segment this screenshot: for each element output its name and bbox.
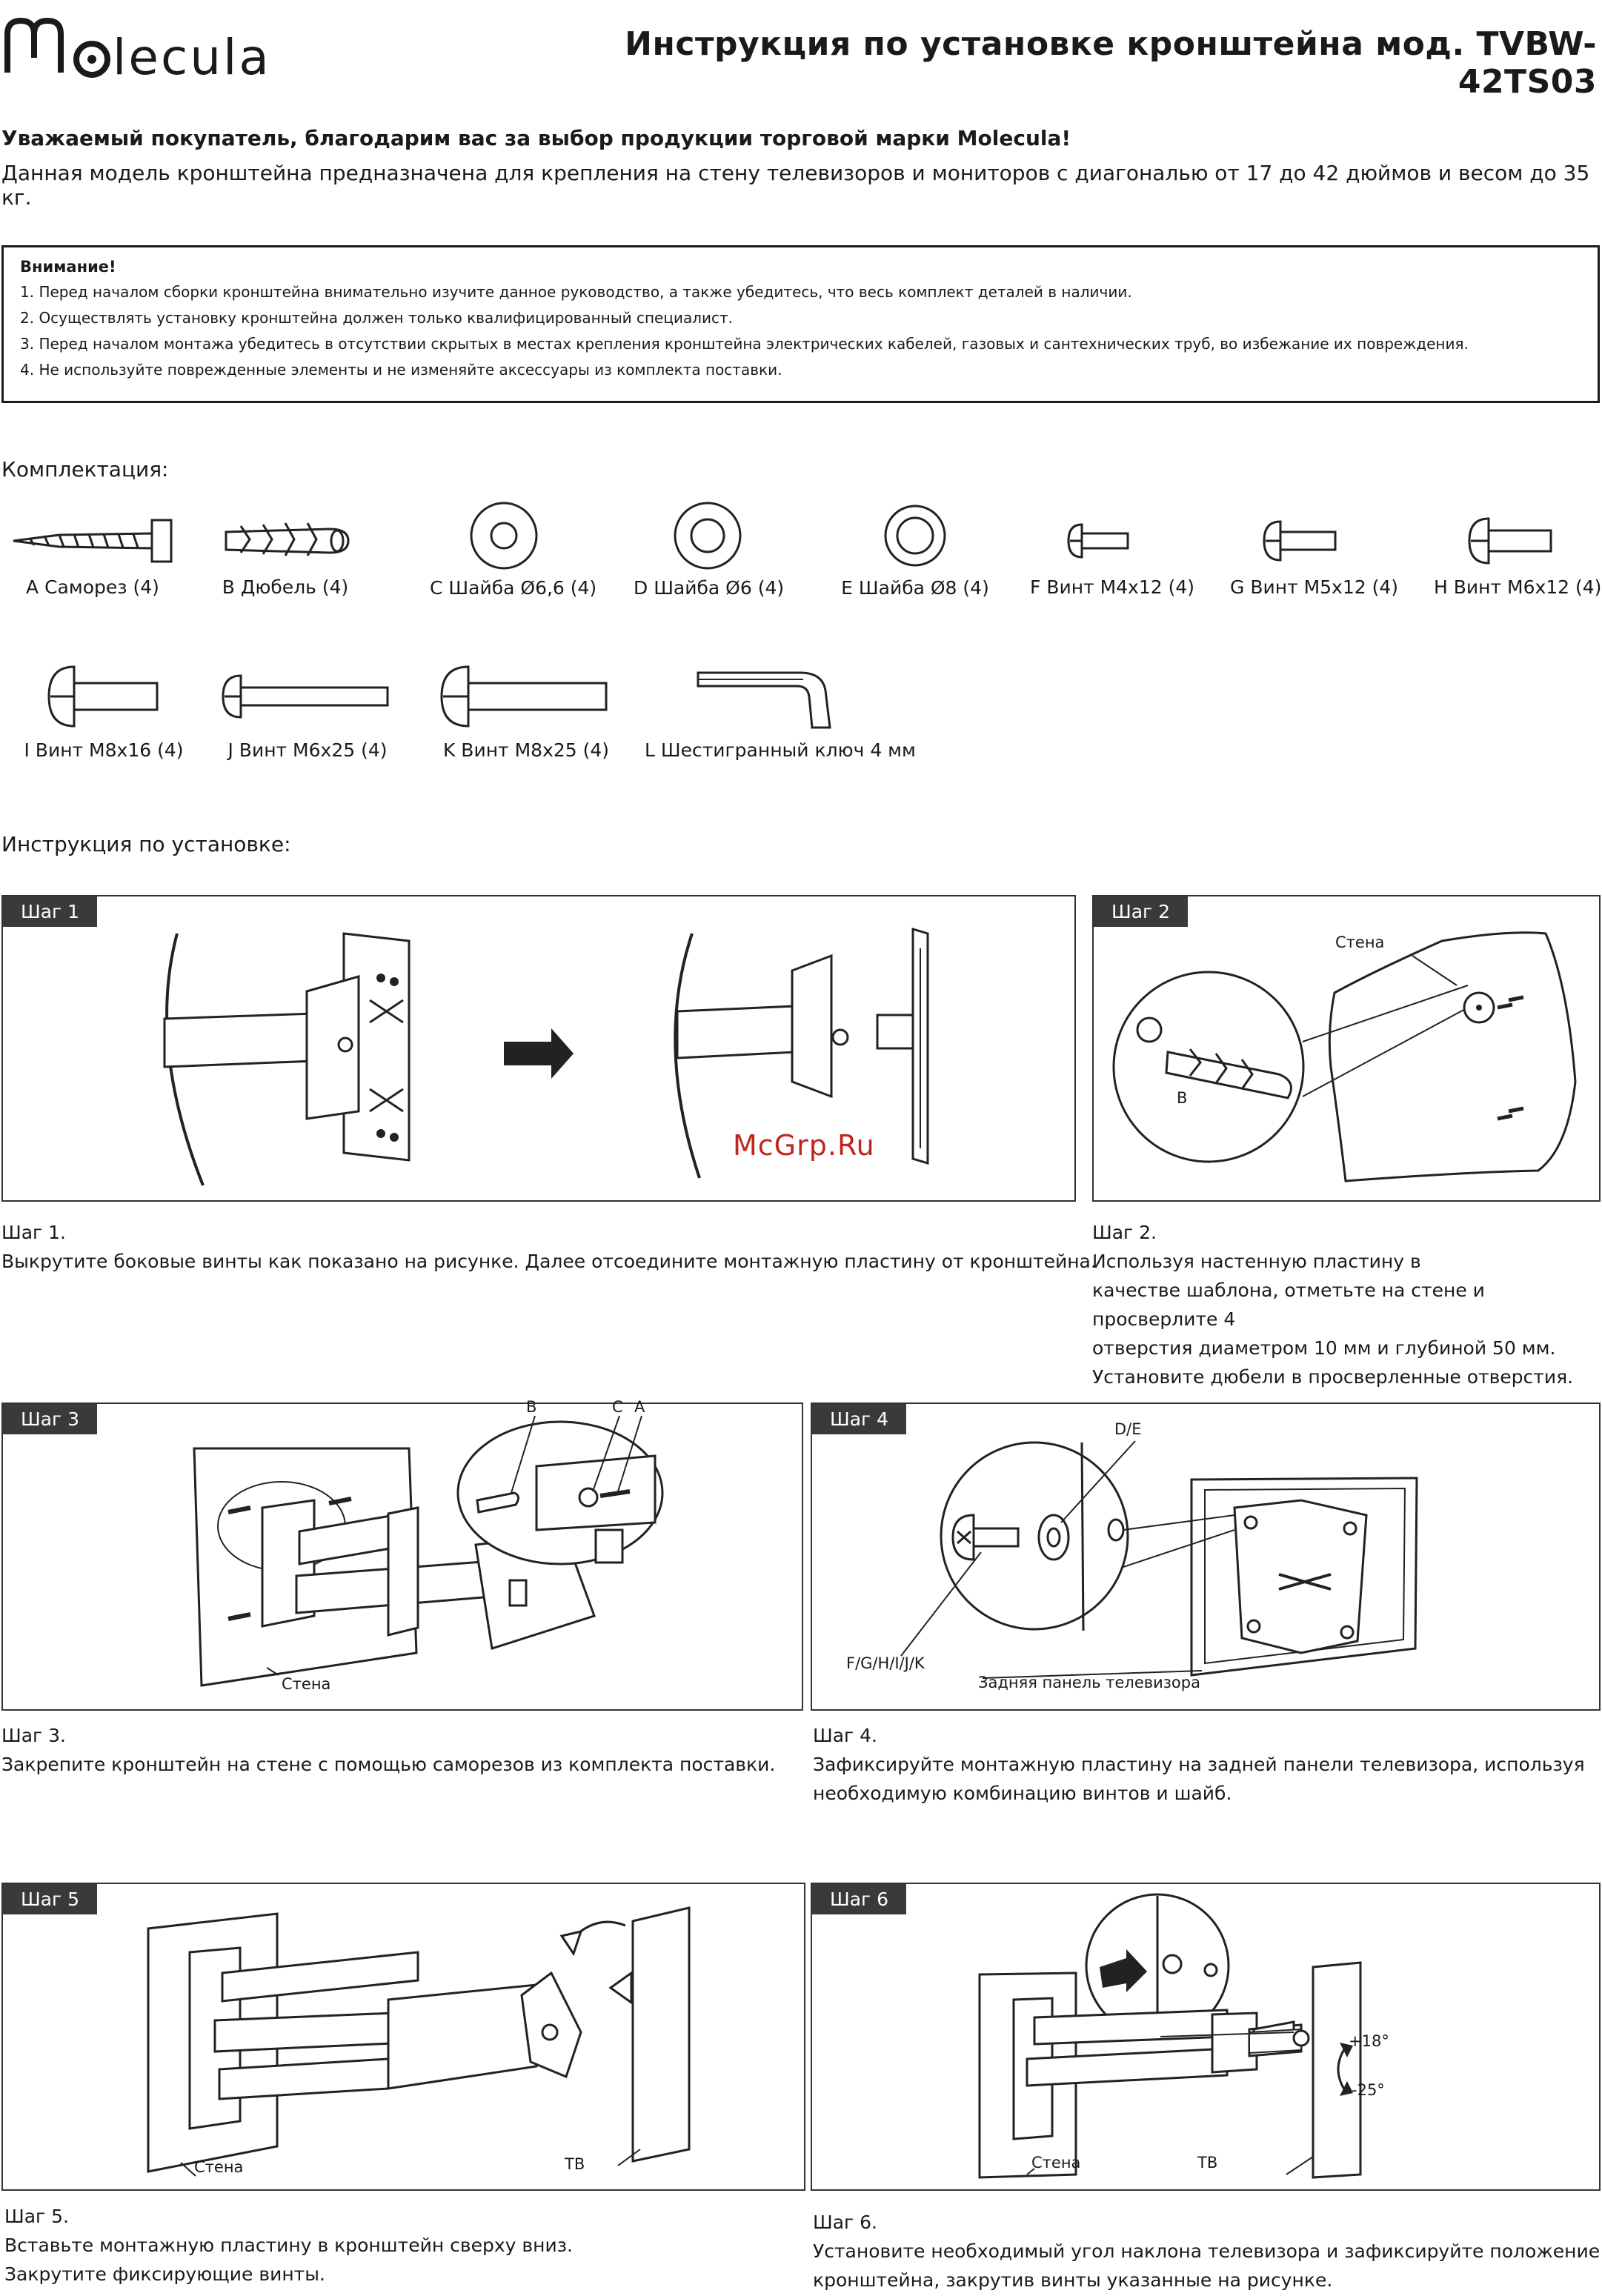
step-5-tag: Шаг 5 bbox=[3, 1884, 97, 1914]
dowel-icon bbox=[211, 511, 359, 570]
step-3-text bbox=[1, 1721, 775, 1779]
callout-tv-back: Задняя панель телевизора bbox=[978, 1674, 1200, 1691]
step-3-frame bbox=[1, 1398, 803, 1711]
step-2-head: Шаг 2. bbox=[1092, 1222, 1157, 1243]
part-d bbox=[634, 500, 785, 599]
callout-wall: Стена bbox=[1335, 934, 1385, 951]
step-2-line: отверстия диаметром 10 мм и глубиной 50 мм. bbox=[1092, 1337, 1556, 1359]
part-label: E Шайба Ø8 (4) bbox=[841, 577, 989, 599]
callout-tv: ТВ bbox=[565, 2155, 585, 2173]
callout-tv: ТВ bbox=[1197, 2154, 1218, 2172]
document-title: Инструкция по установке кронштейна мод. TVBW-42TS03 bbox=[625, 25, 1597, 101]
step-6-illustration bbox=[812, 1884, 1599, 2189]
intro-text: Данная модель кронштейна предназначена для крепления на стену телевизоров и мониторов с диагональю от 17 до 42 дюймов и весом до 35 кг. bbox=[1, 161, 1590, 210]
part-label: J Винт М6x25 (4) bbox=[227, 739, 388, 761]
part-label: D Шайба Ø6 (4) bbox=[634, 577, 785, 599]
part-j bbox=[211, 659, 404, 761]
part-label: F Винт М4x12 (4) bbox=[1030, 576, 1195, 598]
part-h bbox=[1434, 511, 1602, 598]
step-1-frame bbox=[1, 895, 1076, 1202]
warning-item: 3. Перед началом монтажа убедитесь в отсутствии скрытых в местах крепления кронштейна электрических кабелей, газовых и сантехнических труб, во избежание их повреждения. bbox=[20, 335, 1469, 353]
step-5-frame bbox=[1, 1883, 805, 2191]
step-6-tag: Шаг 6 bbox=[812, 1884, 906, 1914]
step-2-tag: Шаг 2 bbox=[1094, 896, 1188, 927]
step-1-illustration bbox=[3, 896, 1074, 1200]
part-label: C Шайба Ø6,6 (4) bbox=[430, 577, 597, 599]
warning-box bbox=[1, 245, 1600, 403]
part-label: K Винт М8x25 (4) bbox=[442, 739, 610, 761]
bolt-icon bbox=[15, 659, 193, 733]
part-label: B Дюбель (4) bbox=[222, 576, 349, 598]
step-5-head: Шаг 5. bbox=[4, 2206, 69, 2227]
greeting-text: Уважаемый покупатель, благодарим вас за выбор продукции торговой марки Molecula! bbox=[1, 126, 1071, 150]
molecula-logo-icon bbox=[1, 13, 372, 80]
part-label: G Винт М5x12 (4) bbox=[1230, 576, 1399, 598]
warning-title: Внимание! bbox=[20, 258, 116, 276]
callout-tilt-down: -25° bbox=[1352, 2081, 1385, 2099]
step-5-illustration bbox=[3, 1884, 804, 2189]
hex-key-icon bbox=[645, 659, 897, 733]
step-4-line: Зафиксируйте монтажную пластину на задней панели телевизора, используя bbox=[813, 1754, 1585, 1775]
part-g bbox=[1230, 511, 1399, 598]
warning-item: 4. Не используйте поврежденные элементы и не изменяйте аксессуары из комплекта поставки. bbox=[20, 361, 782, 379]
step-3-desc: Закрепите кронштейн на стене с помощью саморезов из комплекта поставки. bbox=[1, 1754, 776, 1775]
bolt-icon bbox=[430, 659, 622, 733]
part-i bbox=[15, 659, 193, 761]
step-4-frame bbox=[811, 1402, 1601, 1711]
step-3-illustration bbox=[3, 1404, 802, 1709]
callout-screws: F/G/H/I/J/K bbox=[846, 1654, 925, 1672]
step-5-line: Закрутите фиксирующие винты. bbox=[4, 2263, 325, 2285]
watermark: McGrp.Ru bbox=[733, 1129, 875, 1162]
part-label: A Саморез (4) bbox=[26, 576, 159, 598]
bolt-icon bbox=[1030, 511, 1186, 570]
callout-b: B bbox=[1177, 1089, 1188, 1107]
step-2-frame bbox=[1092, 895, 1601, 1202]
callout-tilt-up: +18° bbox=[1349, 2032, 1389, 2050]
part-c bbox=[430, 500, 597, 599]
step-1-tag: Шаг 1 bbox=[3, 896, 97, 927]
step-1-text bbox=[1, 1218, 1097, 1276]
step-4-tag: Шаг 4 bbox=[812, 1404, 906, 1434]
washer-icon bbox=[841, 500, 989, 571]
part-label: L Шестигранный ключ 4 мм bbox=[645, 739, 916, 761]
part-a bbox=[7, 511, 178, 598]
warning-item: 1. Перед началом сборки кронштейна внимательно изучите данное руководство, а также убедитесь, что весь комплект деталей в наличии. bbox=[20, 283, 1132, 301]
callout-b: B bbox=[526, 1398, 537, 1416]
step-6-line: Установите необходимый угол наклона телевизора и зафиксируйте положение bbox=[813, 2240, 1601, 2262]
part-label: I Винт М8x16 (4) bbox=[24, 739, 184, 761]
svg-text:lecula: lecula bbox=[113, 29, 271, 80]
step-2-line: Установите дюбели в просверленные отверстия. bbox=[1092, 1366, 1574, 1388]
step-5-line: Вставьте монтажную пластину в кронштейн сверху вниз. bbox=[4, 2235, 573, 2256]
step-5-text bbox=[4, 2202, 573, 2289]
step-6-text bbox=[813, 2208, 1600, 2295]
step-4-illustration bbox=[812, 1404, 1599, 1709]
screw-icon bbox=[7, 511, 178, 570]
step-6-head: Шаг 6. bbox=[813, 2212, 877, 2233]
callout-wall: Стена bbox=[282, 1675, 331, 1693]
bolt-icon bbox=[1434, 511, 1597, 570]
washer-icon bbox=[634, 500, 782, 571]
callout-wall: Стена bbox=[1031, 2154, 1081, 2172]
step-4-text bbox=[813, 1721, 1585, 1808]
step-2-text bbox=[1092, 1218, 1602, 1391]
part-b bbox=[211, 511, 359, 598]
install-title: Инструкция по установке: bbox=[1, 832, 291, 856]
part-l bbox=[645, 659, 916, 761]
step-3-head: Шаг 3. bbox=[1, 1725, 66, 1746]
bolt-icon bbox=[211, 659, 404, 733]
step-1-head: Шаг 1. bbox=[1, 1222, 66, 1243]
step-1-desc: Выкрутите боковые винты как показано на рисунке. Далее отсоедините монтажную пластину от кронштейна. bbox=[1, 1251, 1097, 1272]
callout-a: A bbox=[634, 1398, 645, 1416]
step-6-line: кронштейна, закрутив винты указанные на рисунке. bbox=[813, 2269, 1333, 2291]
callout-c: C bbox=[612, 1398, 623, 1416]
step-3-tag: Шаг 3 bbox=[3, 1404, 97, 1434]
step-4-head: Шаг 4. bbox=[813, 1725, 877, 1746]
step-4-line: необходимую комбинацию винтов и шайб. bbox=[813, 1783, 1232, 1804]
brand-logo bbox=[1, 13, 372, 80]
bolt-icon bbox=[1230, 511, 1386, 570]
washer-icon bbox=[430, 500, 578, 571]
part-f bbox=[1030, 511, 1195, 598]
step-2-line: качестве шаблона, отметьте на стене и просверлите 4 bbox=[1092, 1280, 1485, 1330]
warning-item: 2. Осуществлять установку кронштейна должен только квалифицированный специалист. bbox=[20, 309, 733, 327]
part-label: H Винт М6x12 (4) bbox=[1434, 576, 1602, 598]
callout-de: D/E bbox=[1114, 1420, 1142, 1438]
callout-wall: Стена bbox=[194, 2158, 244, 2176]
step-2-line: Используя настенную пластину в bbox=[1092, 1251, 1421, 1272]
part-e bbox=[841, 500, 989, 599]
step-6-frame bbox=[811, 1883, 1601, 2191]
parts-title: Комплектация: bbox=[1, 457, 169, 482]
part-k bbox=[430, 659, 622, 761]
